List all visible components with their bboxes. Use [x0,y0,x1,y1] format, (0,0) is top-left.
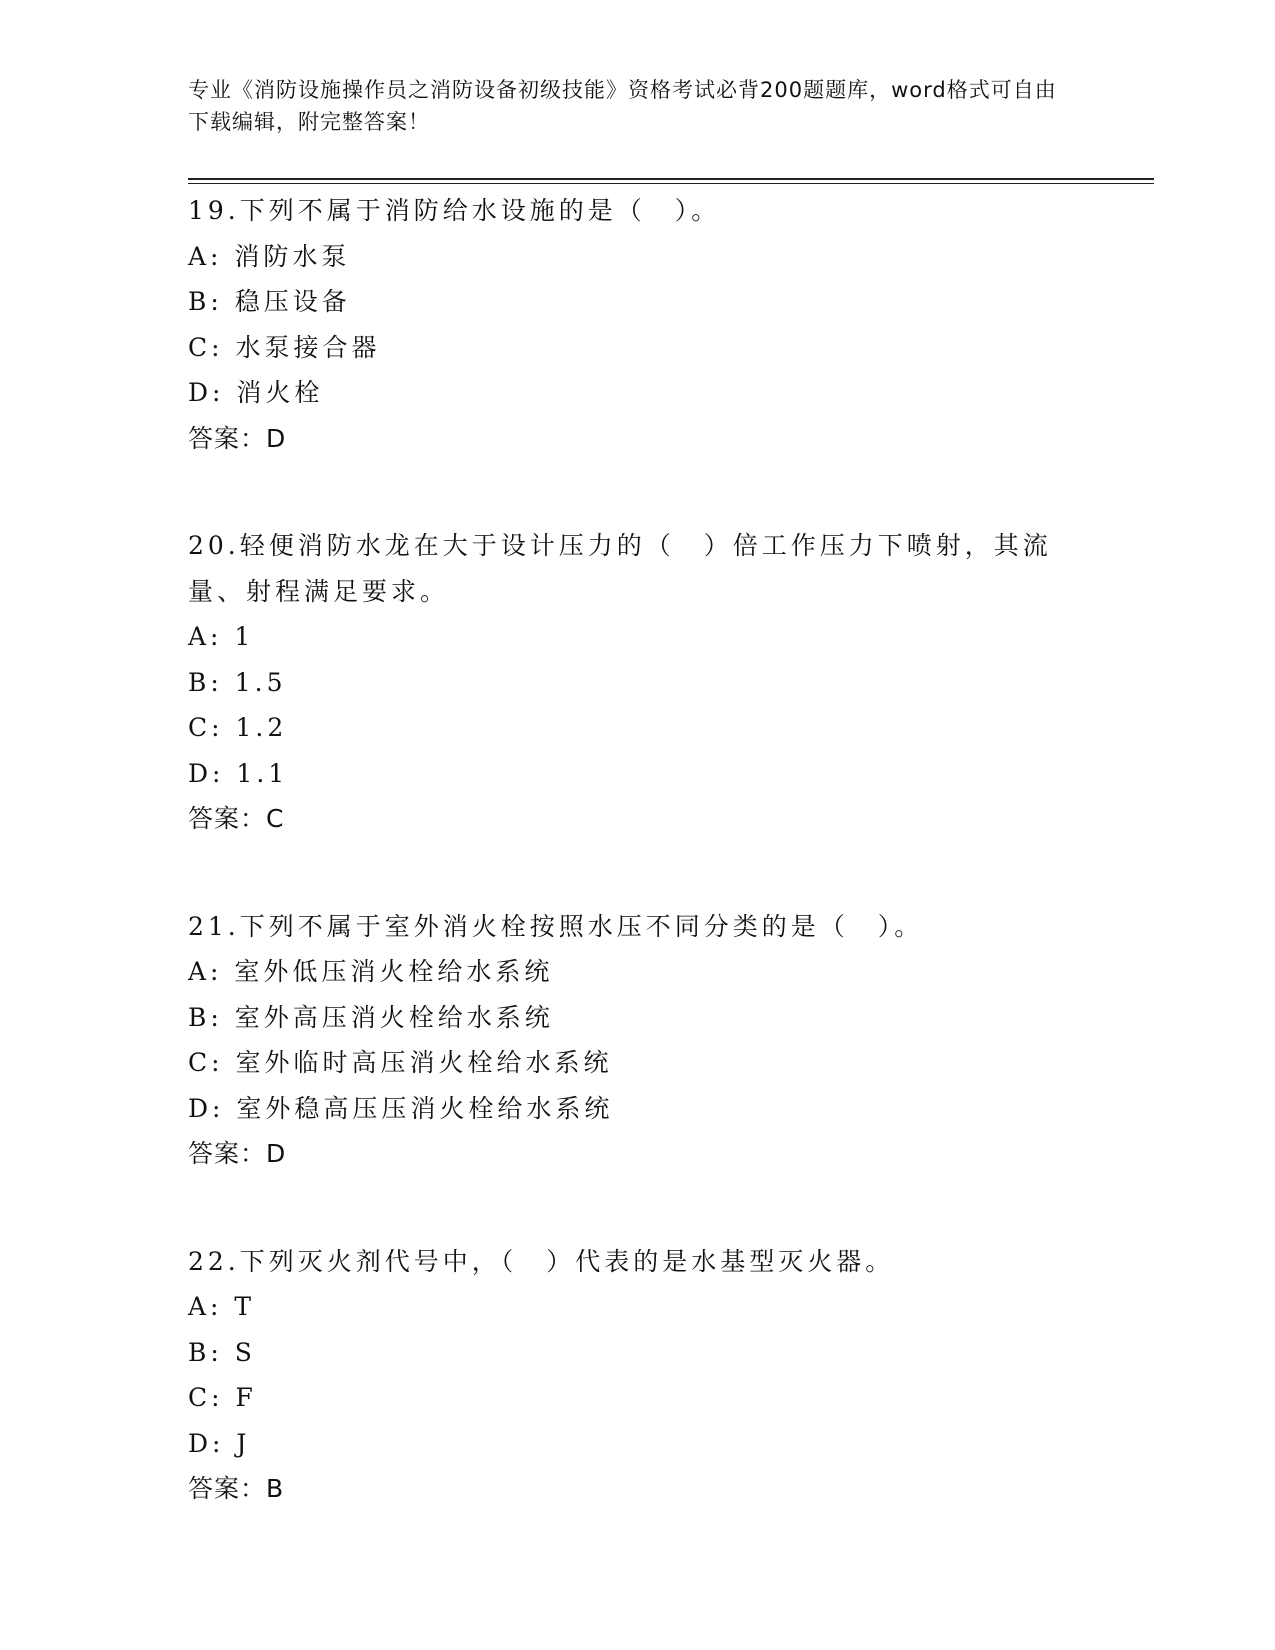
option-c: C: 水泵接合器 [188,332,381,362]
option-b: B: 稳压设备 [188,287,351,316]
option-d: D: 室外稳高压压消火栓给水系统 [188,1093,614,1123]
option-a: A: T [188,1292,256,1321]
option-b: B: S [188,1337,256,1367]
question-stem: 21.下列不属于室外消火栓按照水压不同分类的是（ ）。 [188,911,924,941]
option-c: C: 1.2 [188,713,288,742]
header-divider-thick [188,178,1154,180]
option-c: C: F [188,1383,257,1412]
question-20 [188,523,1088,842]
option-c: C: 室外临时高压消火栓给水系统 [188,1048,613,1077]
header-divider-thin [188,183,1154,184]
answer-line: 答案：C [188,804,285,833]
option-a: A: 消防水泵 [188,241,351,271]
option-b: B: 1.5 [188,667,287,697]
question-21 [188,904,1088,1177]
document-header: 专业《消防设施操作员之消防设备初级技能》资格考试必背200题题库，word格式可自由下载编辑，附完整答案！ [188,78,1057,134]
option-d: D: 1.1 [188,758,289,788]
question-stem: 19.下列不属于消防给水设施的是（ ）。 [188,196,721,225]
question-22 [188,1239,1088,1512]
option-a: A: 室外低压消火栓给水系统 [188,957,554,986]
answer-line: 答案：D [188,423,287,453]
option-a: A: 1 [188,622,255,651]
question-stem: 22.下列灭火剂代号中，（ ）代表的是水基型灭火器。 [188,1246,895,1276]
question-19 [188,188,1088,461]
question-list [188,188,1088,1574]
option-d: D: J [188,1428,251,1458]
question-stem: 20.轻便消防水龙在大于设计压力的（ ）倍工作压力下喷射，其流量、射程满足要求。 [188,531,1052,606]
answer-line: 答案：D [188,1139,287,1168]
option-d: D: 消火栓 [188,378,324,407]
answer-line: 答案：B [188,1474,285,1503]
option-b: B: 室外高压消火栓给水系统 [188,1002,554,1032]
